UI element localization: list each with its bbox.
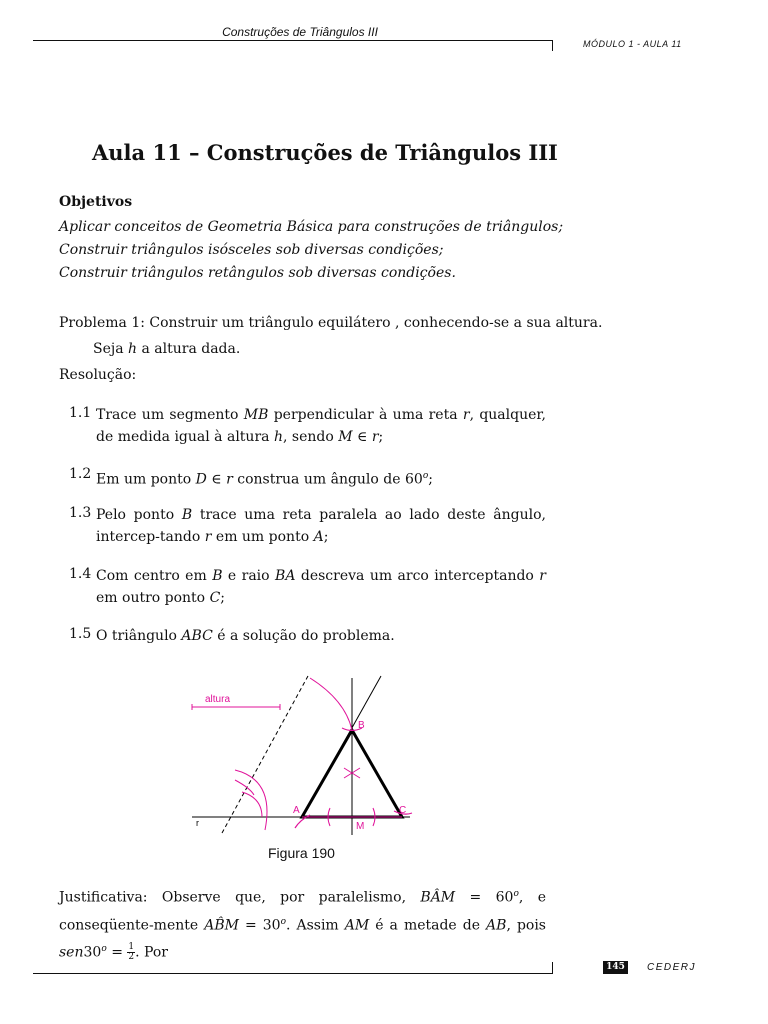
page-number: 145 xyxy=(603,961,628,974)
step-number: 1.2 xyxy=(69,466,92,482)
problem-given: Seja h a altura dada. xyxy=(93,341,241,357)
justification-text: Justificativa: Observe que, por paralelismo, BÂM = $60^o$, e conseqüente-mente AB̂M = $30^o$. Assim AM é a metade de AB, pois $sen30^o$ = $\frac{1}{2}$ . Por xyxy=(59,889,546,963)
label-c: C xyxy=(399,805,407,816)
footer-rule xyxy=(33,973,553,974)
label-altura: altura xyxy=(205,694,231,705)
fraction-one-half: $\frac{1}{2}$ xyxy=(128,942,135,963)
step-text: Pelo ponto B trace uma reta paralela ao lado deste ângulo, intercep-tando r em um ponto A; xyxy=(96,507,546,545)
module-label: MÓDULO 1 - AULA 11 xyxy=(583,39,682,49)
label-m: M xyxy=(356,821,365,832)
objective-item: Construir triângulos retângulos sob diversas condições. xyxy=(59,265,456,281)
header-rule xyxy=(33,40,553,41)
step-number: 1.5 xyxy=(69,626,92,642)
label-r: r xyxy=(196,818,199,828)
label-b: B xyxy=(358,720,365,731)
step-text: Com centro em B e raio BA descreva um arco interceptando r em outro ponto C; xyxy=(96,568,546,606)
step-number: 1.4 xyxy=(69,566,92,582)
running-header-title: Construções de Triângulos III xyxy=(222,25,378,39)
footer-rule-tick xyxy=(552,962,553,973)
header-rule-tick xyxy=(552,40,553,51)
construction-arc xyxy=(242,792,262,817)
page-title: Aula 11 – Construções de Triângulos III xyxy=(92,140,558,165)
step-text: O triângulo ABC é a solução do problema. xyxy=(96,628,395,644)
resolution-label: Resolução: xyxy=(59,367,137,383)
objective-item: Aplicar conceitos de Geometria Básica para construções de triângulos; xyxy=(59,219,564,235)
objectives-heading: Objetivos xyxy=(59,194,133,210)
objective-item: Construir triângulos isósceles sob diversas condições; xyxy=(59,242,444,258)
step-text: Em um ponto D ∈ r construa um ângulo de 60$^o$; xyxy=(96,471,433,488)
figure-caption: Figura 190 xyxy=(268,845,335,861)
problem-statement: Problema 1: Construir um triângulo equilátero , conhecendo-se a sua altura. xyxy=(59,315,603,331)
step-text: Trace um segmento MB perpendicular à uma reta r, qualquer, de medida igual à altura h, sendo M ∈ r; xyxy=(96,407,547,445)
label-a: A xyxy=(293,805,300,816)
step-number: 1.1 xyxy=(69,405,92,421)
construction-arc xyxy=(310,678,352,730)
brand-label: CEDERJ xyxy=(647,962,697,973)
step-number: 1.3 xyxy=(69,505,92,521)
figure-190-diagram xyxy=(180,670,420,840)
